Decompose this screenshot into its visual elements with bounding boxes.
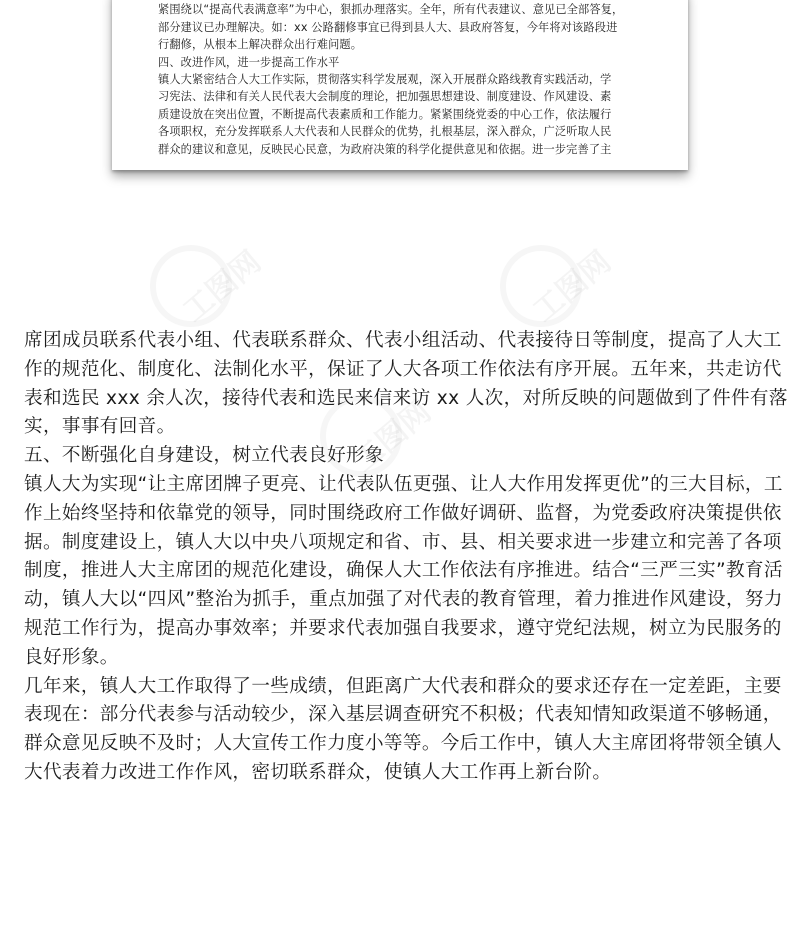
body-line: 群众意见反映不及时；人大宣传工作力度小等等。今后工作中，镇人大主席团将带领全镇人 bbox=[24, 733, 782, 755]
preview-line: 习宪法、法律和有关人民代表大会制度的理论，把加强思想建设、制度建设、作风建设、素 bbox=[158, 90, 612, 104]
body-line: 规范工作行为，提高办事效率；并要求代表加强自我要求，遵守党纪法规，树立为民服务的 bbox=[24, 617, 782, 639]
preview-line: 镇人大紧密结合人大工作实际，贯彻落实科学发展观，深入开展群众路线教育实践活动，学 bbox=[158, 73, 612, 87]
watermark-text-2 bbox=[521, 238, 618, 330]
preview-line: 行翻修，从根本上解决群众出行难问题。 bbox=[158, 38, 363, 52]
watermark-text-1 bbox=[171, 238, 268, 330]
section-heading: 五、不断强化自身建设，树立代表良好形象 bbox=[24, 445, 384, 467]
body-line: 镇人大为实现“让主席团牌子更亮、让代表队伍更强、让人大作用发挥更优”的三大目标，工 bbox=[24, 473, 783, 495]
preview-section-heading: 四、改进作风，进一步提高工作水平 bbox=[158, 55, 340, 69]
preview-line: 紧围绕以“提高代表满意率”为中心，狠抓办理落实。全年，所有代表建议、意见已全部答复， bbox=[158, 3, 624, 17]
body-line: 制度，推进人大主席团的规范化建设，确保人大工作依法有序推进。结合“三严三实”教育活 bbox=[24, 560, 783, 582]
body-line: 席团成员联系代表小组、代表联系群众、代表小组活动、代表接待日等制度，提高了人大工 bbox=[24, 330, 782, 351]
body-line: 表现在：部分代表参与活动较少，深入基层调查研究不积极；代表知情知政渠道不够畅通， bbox=[24, 704, 782, 726]
body-line: 良好形象。 bbox=[24, 646, 119, 668]
document-preview-page bbox=[112, 0, 688, 170]
body-line: 大代表着力改进工作作风，密切联系群众，使镇人大工作再上新台阶。 bbox=[24, 761, 612, 783]
body-line: 几年来，镇人大工作取得了一些成绩，但距离广大代表和群众的要求还存在一定差距，主要 bbox=[24, 675, 782, 697]
body-line: 实，事事有回音。 bbox=[24, 416, 176, 438]
body-line: 表和选民 xxx 余人次，接待代表和选民来信来访 xx 人次，对所反映的问题做到了件件有落 bbox=[24, 387, 788, 409]
preview-line: 各项职权，充分发挥联系人大代表和人民群众的优势，扎根基层，深入群众，广泛听取人民 bbox=[158, 125, 612, 139]
body-line: 动，镇人大以“四风”整治为抓手，重点加强了对代表的教育管理，着力推进作风建设，努力 bbox=[24, 589, 783, 611]
body-line: 作上始终坚持和依靠党的领导，同时围绕政府工作做好调研、监督，为党委政府决策提供依 bbox=[24, 502, 782, 524]
preview-line: 群众的建议和意见，反映民心民意，为政府决策的科学化提供意见和依据。进一步完善了主 bbox=[158, 142, 612, 156]
preview-line: 部分建议已办理解决。如：xx 公路翻修事宜已得到县人大、县政府答复，今年将对该路段进 bbox=[158, 20, 618, 34]
preview-line: 质建设放在突出位置，不断提高代表素质和工作能力。紧紧围绕党委的中心工作，依法履行 bbox=[158, 107, 612, 121]
body-line: 作的规范化、制度化、法制化水平，保证了人大各项工作依法有序开展。五年来，共走访代 bbox=[24, 358, 782, 380]
body-line: 据。制度建设上，镇人大以中央八项规定和省、市、县、相关要求进一步建立和完善了各项 bbox=[24, 531, 782, 553]
document-body bbox=[24, 327, 788, 788]
